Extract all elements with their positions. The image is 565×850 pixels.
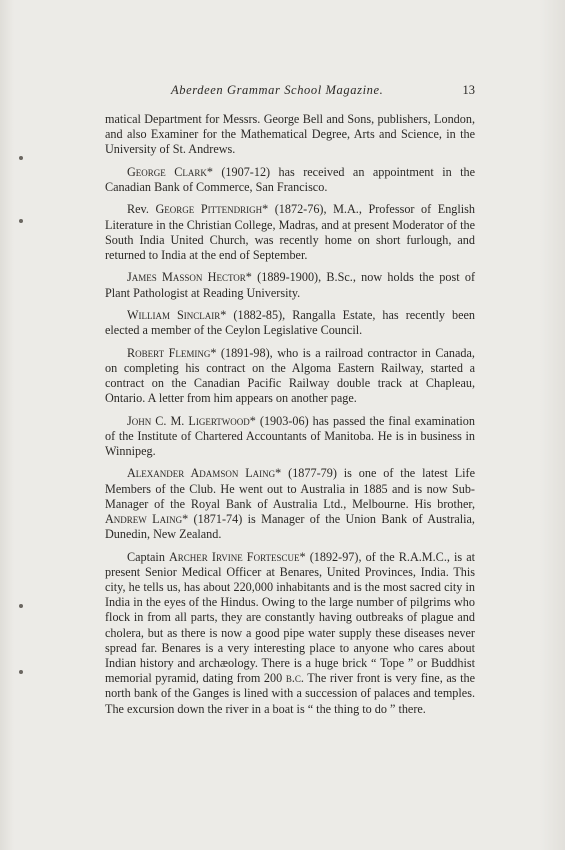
paragraph-text: * (1872-76), M.A., Professor of English Literature in the Christian College, Madras, and at present Moderator of the South India United Church, was recently home on short furlough, and returned to India at the end of September. bbox=[105, 202, 475, 262]
paragraph-text: Captain bbox=[127, 549, 169, 564]
person-name: John C. M. Ligertwood bbox=[127, 413, 250, 428]
paragraph-text: matical Department for Messrs. George Bell and Sons, publishers, London, and also Examiner for the Mathematical Degree, Arts and Science, in the University of St. Andrews. bbox=[105, 112, 475, 157]
paragraph bbox=[105, 414, 475, 460]
paragraph-text: * (1891-98), who is a railroad contractor in Canada, on completing his contract on the Algoma Eastern Railway, started a contract on the Canadian Pacific Railway double track at Chapleau, Ontario. A letter from him appears on another page. bbox=[105, 345, 475, 406]
paragraph bbox=[105, 112, 475, 158]
person-name: George Clark bbox=[127, 164, 207, 179]
paragraph-text: * (1877-79) is one of the latest Life Members of the Club. He went out to Australia in 1885 and is now Sub-Manager of the Royal Bank of Australia Ltd., Melbourne. His brother, bbox=[105, 466, 475, 511]
paragraph-text: * (1903-06) has passed the final examination of the Institute of Chartered Accountants of Manitoba. He is in business in Winnipeg. bbox=[105, 413, 475, 458]
binding-hole bbox=[19, 219, 23, 223]
page-number: 13 bbox=[462, 83, 475, 97]
paragraph bbox=[105, 270, 475, 300]
paragraph-text: * (1882-85), Rangalla Estate, has recently been elected a member of the Ceylon Legislative Council. bbox=[105, 307, 475, 338]
article-body bbox=[105, 112, 475, 724]
binding-hole bbox=[19, 156, 23, 160]
running-header bbox=[105, 83, 475, 99]
binding-hole bbox=[19, 670, 23, 674]
person-name: George Pittendrigh bbox=[155, 202, 263, 217]
binding-hole bbox=[19, 604, 23, 608]
paragraph-text: Rev. bbox=[127, 202, 156, 217]
paragraph bbox=[105, 165, 475, 195]
person-name: Robert Fleming bbox=[127, 345, 211, 360]
person-name: William Sinclair bbox=[127, 307, 221, 322]
paragraph bbox=[105, 466, 475, 542]
paragraph bbox=[105, 202, 475, 263]
paragraph-text: * (1889-1900), B.Sc., now holds the post of Plant Pathologist at Reading University. bbox=[105, 270, 476, 300]
paragraph bbox=[105, 550, 475, 717]
person-name: Archer Irvine Fortescue bbox=[169, 549, 300, 564]
paragraph-text: * (1907-12) has received an appointment in the Canadian Bank of Commerce, San Francisco. bbox=[105, 164, 475, 194]
person-name: Andrew Laing bbox=[105, 511, 183, 526]
person-name: James Masson Hector bbox=[127, 270, 246, 285]
magazine-title: Aberdeen Grammar School Magazine. bbox=[171, 83, 384, 97]
paragraph-text: * (1892-97), of the R.A.M.C., is at present Senior Medical Officer at Benares, United Provinces, India. This city, he tells us, has about 220,000 inhabitants and is the most sacred city in India in the eyes of the Hindus. Owing to the large number of pilgrims who flock in from all parts, they are constantly having outbreaks of plague and cholera, but as there is now a good pipe water supply these diseases never spread far. Benares is a very interesting place to anyone who cares about Indian history and archæology. There is a huge brick “ Tope ” or Buddhist memorial pyramid, dating from 200 bbox=[105, 549, 475, 686]
person-name: Alexander Adamson Laing bbox=[127, 466, 276, 481]
person-name: b.c. bbox=[285, 671, 304, 686]
paragraph bbox=[105, 308, 475, 338]
paragraph-text: * (1871-74) is Manager of the Union Bank of Australia, Dunedin, New Zealand. bbox=[105, 511, 475, 542]
paragraph bbox=[105, 346, 475, 407]
paragraph-text: The river front is very fine, as the north bank of the Ganges is lined with a succession of palaces and temples. The excursion down the river in a boat is “ the thing to do ” there. bbox=[105, 671, 475, 716]
